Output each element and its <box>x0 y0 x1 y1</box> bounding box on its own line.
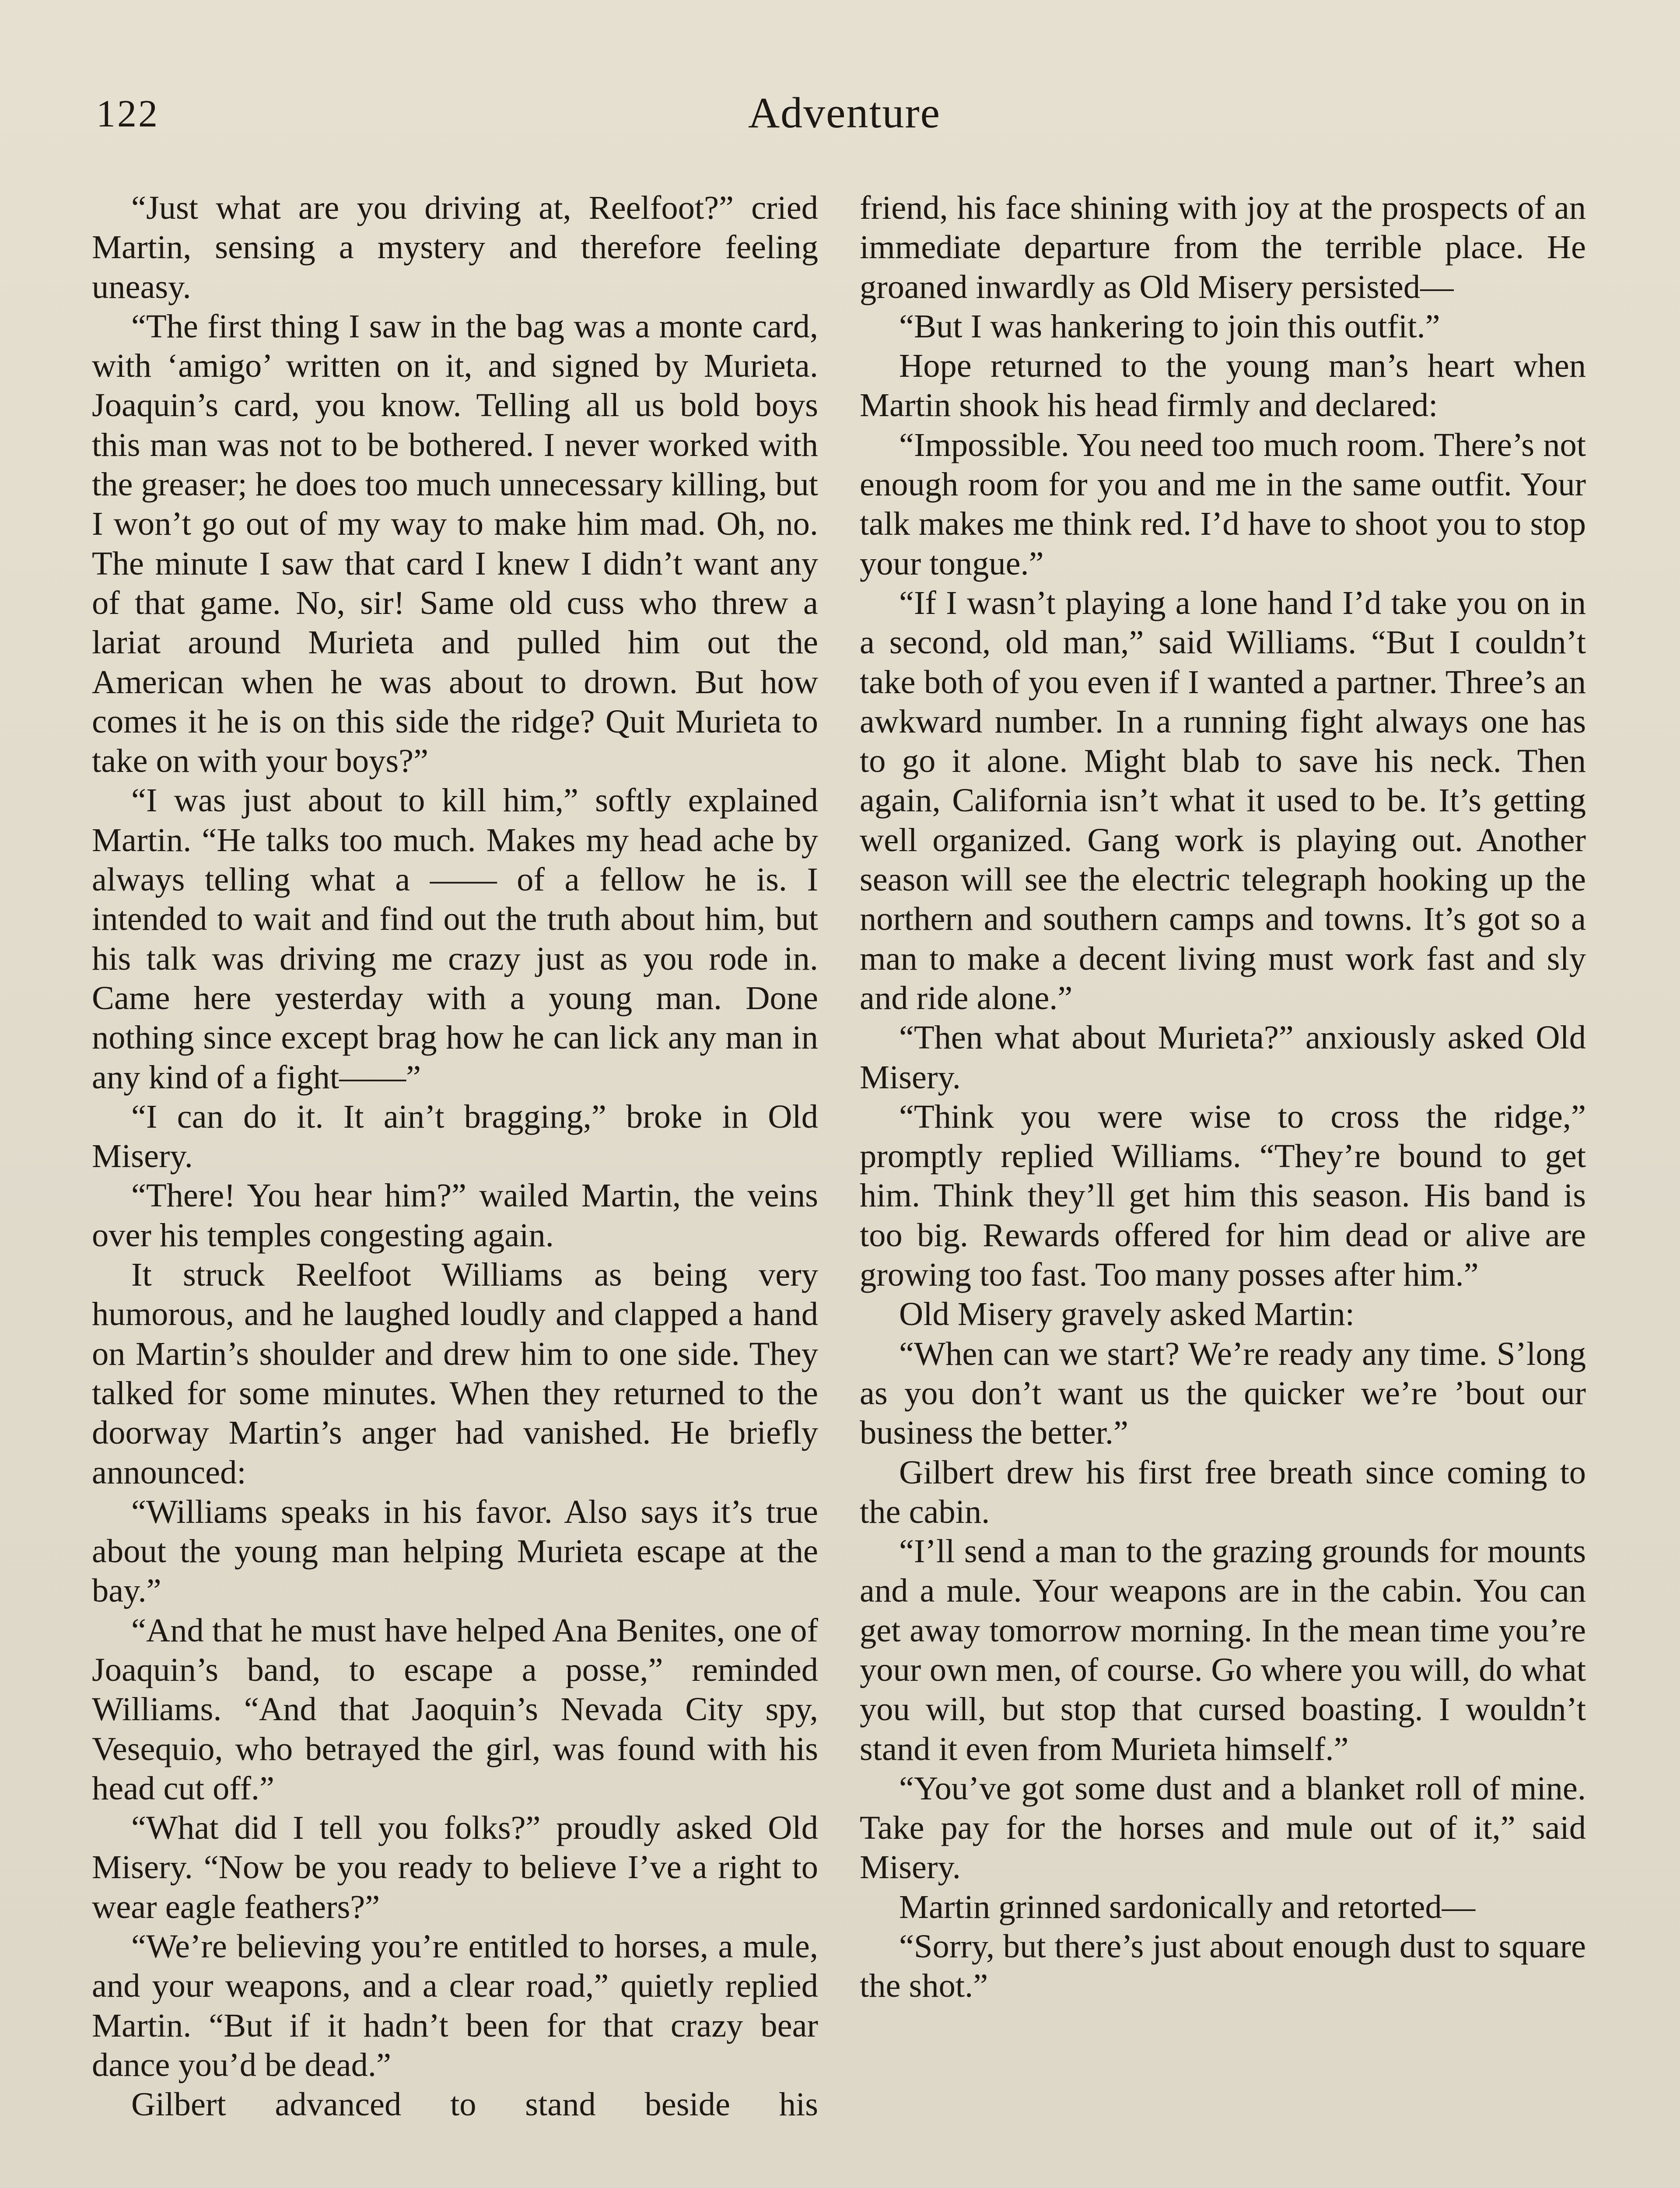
paragraph: “Then what about Murieta?” anxiously asked Old Misery. <box>860 1019 1586 1096</box>
paragraph: “The first thing I saw in the bag was a monte card, with ‘amigo’ written on it, and signed by Murieta. Joaquin’s card, you know. Telling all us bold boys this man was not to be bothered. I never worked with the greaser; he does too much unnecessary killing, but I won’t go out of my way to make him mad. Oh, no. The minute I saw that card I knew I didn’t want any of that game. No, sir! Same old cuss who threw a lariat around Murieta and pulled him out the American when he was about to drown. But how comes it he is on this side the ridge? Quit Murieta to take on with your boys?” <box>92 307 818 780</box>
page-header <box>96 88 1592 149</box>
right-column <box>860 188 1586 2006</box>
paragraph: “I’ll send a man to the grazing grounds for mounts and a mule. Your weapons are in the cabin. You can get away tomorrow morning. In the mean time you’re your own men, of course. Go where you will, do what you will, but stop that cursed boasting. I wouldn’t stand it even from Murieta himself.” <box>860 1532 1586 1767</box>
paragraph: friend, his face shining with joy at the prospects of an immediate departure from the terrible place. He groaned inwardly as Old Misery persisted— <box>860 189 1586 305</box>
paragraph: “We’re believing you’re entitled to horses, a mule, and your weapons, and a clear road,” quietly replied Martin. “But if it hadn’t been for that crazy bear dance you’d be dead.” <box>92 1928 818 2083</box>
paragraph: Martin grinned sardonically and retorted— <box>899 1888 1476 1925</box>
paragraph: Gilbert drew his first free breath since coming to the cabin. <box>860 1453 1586 1530</box>
paragraph: “You’ve got some dust and a blanket roll of mine. Take pay for the horses and mule out of it,” said Misery. <box>860 1769 1586 1886</box>
paragraph: “Williams speaks in his favor. Also says it’s true about the young man helping Murieta escape at the bay.” <box>92 1493 818 1609</box>
page-number: 122 <box>96 93 159 135</box>
paragraph: “What did I tell you folks?” proudly asked Old Misery. “Now be you ready to believe I’ve a right to wear eagle feathers?” <box>92 1809 818 1925</box>
paragraph: “I was just about to kill him,” softly explained Martin. “He talks too much. Makes my head ache by always telling what a —— of a fellow he is. I intended to wait and find out the truth about him, but his talk was driving me crazy just as you rode in. Came here yesterday with a young man. Done nothing since except brag how he can lick any man in any kind of a fight——” <box>92 782 818 1096</box>
paragraph: Hope returned to the young man’s heart when Martin shook his head firmly and declared: <box>860 347 1586 424</box>
paragraph: “When can we start? We’re ready any time. S’long as you don’t want us the quicker we’re ’bout our business the better.” <box>860 1335 1586 1452</box>
running-title: Adventure <box>748 88 941 137</box>
paragraph: “There! You hear him?” wailed Martin, the veins over his temples congesting again. <box>92 1177 818 1254</box>
paragraph: “And that he must have helped Ana Benites, one of Joaquin’s band, to escape a posse,” reminded Williams. “And that Jaoquin’s Nevada City spy, Vesequio, who betrayed the girl, was found with his head cut off.” <box>92 1611 818 1807</box>
paragraph: “I can do it. It ain’t bragging,” broke in Old Misery. <box>92 1098 818 1175</box>
paragraph: Old Misery gravely asked Martin: <box>899 1295 1355 1333</box>
paragraph: Gilbert advanced to stand beside his <box>131 2086 818 2123</box>
paragraph: “Think you were wise to cross the ridge,” promptly replied Williams. “They’re bound to get him. Think they’ll get him this season. His band is too big. Rewards offered for him dead or alive are growing too fast. Too many posses after him.” <box>860 1098 1586 1294</box>
paragraph: “But I was hankering to join this outfit.” <box>899 307 1440 345</box>
paragraph: “Sorry, but there’s just about enough dust to square the shot.” <box>860 1928 1586 2005</box>
paragraph: “Just what are you driving at, Reelfoot?” cried Martin, sensing a mystery and therefore feeling uneasy. <box>92 189 818 305</box>
paragraph: “Impossible. You need too much room. There’s not enough room for you and me in the same outfit. Your talk makes me think red. I’d have to shoot you to stop your tongue.” <box>860 426 1586 582</box>
left-column <box>92 188 818 2125</box>
paragraph: “If I wasn’t playing a lone hand I’d take you on in a second, old man,” said Williams. “But I couldn’t take both of you even if I wanted a partner. Three’s an awkward number. In a running fight always one has to go it alone. Might blab to save his neck. Then again, California isn’t what it used to be. It’s getting well organized. Gang work is playing out. Another season will see the electric telegraph hooking up the northern and southern camps and towns. It’s got so a man to make a decent living must work fast and sly and ride alone.” <box>860 584 1586 1017</box>
paragraph: It struck Reelfoot Williams as being very humorous, and he laughed loudly and clapped a hand on Martin’s shoulder and drew him to one side. They talked for some minutes. When they returned to the doorway Martin’s anger had vanished. He briefly announced: <box>92 1256 818 1491</box>
